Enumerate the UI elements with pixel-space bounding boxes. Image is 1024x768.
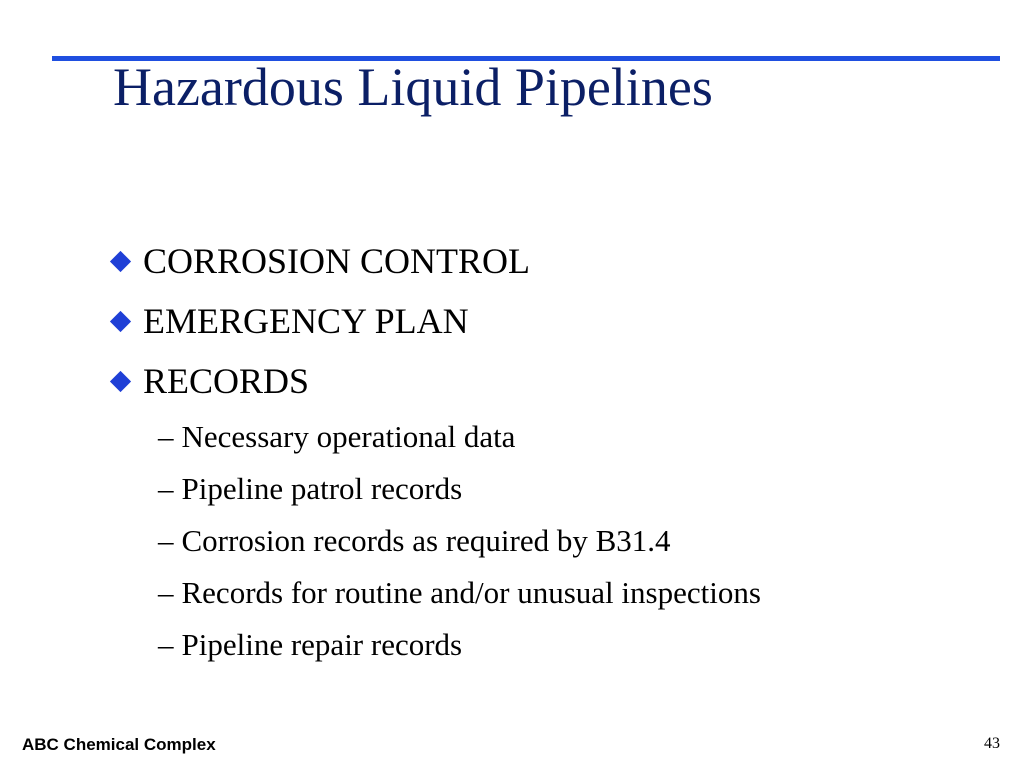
- sub-bullet-item: [158, 622, 761, 674]
- bullet-item: [108, 233, 530, 293]
- bullet-item: [108, 293, 530, 353]
- dash-marker: –: [158, 471, 174, 506]
- sub-bullet-text: Necessary operational data: [181, 419, 516, 454]
- diamond-icon: [110, 311, 131, 332]
- sub-bullet-item: [158, 518, 761, 570]
- bullet-item: [108, 353, 530, 413]
- bullet-text: CORROSION CONTROL: [143, 241, 531, 281]
- sub-bullet-text: Pipeline patrol records: [181, 471, 463, 506]
- sub-bullet-text: Records for routine and/or unusual inspections: [181, 575, 761, 610]
- dash-marker: –: [158, 523, 174, 558]
- dash-marker: –: [158, 575, 174, 610]
- dash-marker: –: [158, 419, 174, 454]
- diamond-icon: [110, 371, 131, 392]
- footer-organization: ABC Chemical Complex: [22, 735, 216, 754]
- dash-marker: –: [158, 627, 174, 662]
- sub-bullet-text: Corrosion records as required by B31.4: [181, 523, 671, 558]
- slide-number: 43: [984, 735, 1000, 752]
- bullet-list: [108, 233, 530, 413]
- bullet-text: RECORDS: [143, 361, 310, 401]
- sub-bullet-item: [158, 414, 761, 466]
- sub-bullet-text: Pipeline repair records: [181, 627, 463, 662]
- bullet-text: EMERGENCY PLAN: [143, 301, 469, 341]
- sub-bullet-item: [158, 570, 761, 622]
- sub-bullet-list: [158, 414, 761, 674]
- diamond-icon: [110, 251, 131, 272]
- sub-bullet-item: [158, 466, 761, 518]
- slide-title: Hazardous Liquid Pipelines: [113, 57, 713, 117]
